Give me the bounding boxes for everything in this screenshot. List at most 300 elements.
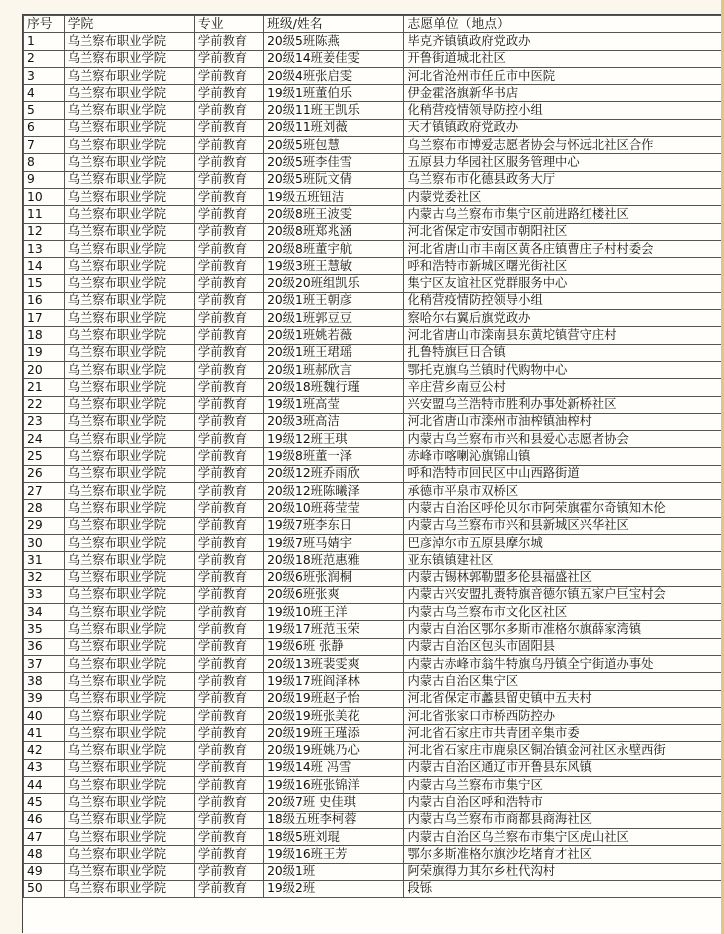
major-cell[interactable]: 学前教育 [194,500,263,517]
header-cell-class-name[interactable]: 班级/姓名 [264,16,404,33]
table-row [24,448,724,465]
college-cell[interactable]: 乌兰察布职业学院 [64,638,194,655]
index-cell[interactable]: 34 [24,604,65,621]
table-row [24,655,724,672]
table-row [24,327,724,344]
major-cell[interactable]: 学前教育 [194,534,263,551]
class-name-cell[interactable]: 19级3班王慧敏 [264,258,404,275]
college-cell[interactable]: 乌兰察布职业学院 [64,517,194,534]
major-cell[interactable]: 学前教育 [194,275,263,292]
volunteer-unit-cell[interactable]: 内蒙古自治区乌兰察布市集宁区虎山社区 [404,828,724,845]
table-row [24,811,724,828]
volunteer-table [23,15,724,898]
class-name-cell[interactable]: 20级19班王瑾添 [264,725,404,742]
class-name-cell[interactable]: 20级7班 史佳琪 [264,794,404,811]
class-name-cell[interactable]: 19级16班王芳 [264,846,404,863]
table-row [24,777,724,794]
college-cell[interactable]: 乌兰察布职业学院 [64,534,194,551]
class-name-cell[interactable]: 19级8班董一泽 [264,448,404,465]
college-cell[interactable]: 乌兰察布职业学院 [64,690,194,707]
table-row [24,621,724,638]
college-cell[interactable]: 乌兰察布职业学院 [64,742,194,759]
major-cell[interactable]: 学前教育 [194,154,263,171]
index-cell[interactable]: 32 [24,569,65,586]
index-cell[interactable]: 16 [24,292,65,309]
college-cell[interactable]: 乌兰察布职业学院 [64,188,194,205]
college-cell[interactable]: 乌兰察布职业学院 [64,725,194,742]
index-cell[interactable]: 6 [24,119,65,136]
index-cell[interactable]: 41 [24,725,65,742]
major-cell[interactable]: 学前教育 [194,621,263,638]
major-cell[interactable]: 学前教育 [194,396,263,413]
major-cell[interactable]: 学前教育 [194,292,263,309]
class-name-cell[interactable]: 20级5班李佳雪 [264,154,404,171]
table-row [24,292,724,309]
major-cell[interactable]: 学前教育 [194,742,263,759]
volunteer-unit-cell[interactable]: 天才镇镇政府党政办 [404,119,724,136]
major-cell[interactable]: 学前教育 [194,431,263,448]
class-name-cell[interactable]: 20级5班包慧 [264,137,404,154]
index-cell[interactable]: 46 [24,811,65,828]
volunteer-unit-cell[interactable]: 察哈尔右翼后旗党政办 [404,310,724,327]
major-cell[interactable]: 学前教育 [194,85,263,102]
volunteer-unit-cell[interactable]: 伊金霍洛旗新华书店 [404,85,724,102]
volunteer-unit-cell[interactable]: 内蒙古自治区呼和浩特市 [404,794,724,811]
major-cell[interactable]: 学前教育 [194,137,263,154]
college-cell[interactable]: 乌兰察布职业学院 [64,777,194,794]
volunteer-unit-cell[interactable]: 化稍营疫情防控领导小组 [404,292,724,309]
class-name-cell[interactable]: 20级11班王凯乐 [264,102,404,119]
volunteer-unit-cell[interactable]: 化稍营疫情领导防控小组 [404,102,724,119]
major-cell[interactable]: 学前教育 [194,50,263,67]
volunteer-unit-cell[interactable]: 河北省保定市蠡县留史镇中五夫村 [404,690,724,707]
college-cell[interactable]: 乌兰察布职业学院 [64,655,194,672]
major-cell[interactable]: 学前教育 [194,240,263,257]
volunteer-unit-cell[interactable]: 内蒙古兴安盟扎赉特旗音德尔镇五家户巨宝村会 [404,586,724,603]
major-cell[interactable]: 学前教育 [194,759,263,776]
major-cell[interactable]: 学前教育 [194,310,263,327]
major-cell[interactable]: 学前教育 [194,483,263,500]
volunteer-unit-cell[interactable]: 集宁区友谊社区党群服务中心 [404,275,724,292]
index-cell[interactable]: 13 [24,240,65,257]
college-cell[interactable]: 乌兰察布职业学院 [64,759,194,776]
major-cell[interactable]: 学前教育 [194,206,263,223]
class-name-cell[interactable]: 19级7班李东日 [264,517,404,534]
major-cell[interactable]: 学前教育 [194,361,263,378]
table-row [24,85,724,102]
table-row [24,154,724,171]
volunteer-unit-cell[interactable]: 内蒙古乌兰察布市文化区社区 [404,604,724,621]
volunteer-unit-cell[interactable]: 内蒙古自治区集宁区 [404,673,724,690]
index-cell[interactable]: 1 [24,33,65,50]
class-name-cell[interactable]: 20级1班 [264,863,404,880]
index-cell[interactable]: 48 [24,846,65,863]
volunteer-unit-cell[interactable]: 承德市平泉市双桥区 [404,483,724,500]
index-cell[interactable]: 28 [24,500,65,517]
table-row [24,396,724,413]
college-cell[interactable]: 乌兰察布职业学院 [64,50,194,67]
major-cell[interactable]: 学前教育 [194,880,263,897]
college-cell[interactable]: 乌兰察布职业学院 [64,880,194,897]
table-row [24,258,724,275]
index-cell[interactable]: 29 [24,517,65,534]
class-name-cell[interactable]: 19级16班张锦洋 [264,777,404,794]
college-cell[interactable]: 乌兰察布职业学院 [64,275,194,292]
index-cell[interactable]: 36 [24,638,65,655]
table-row [24,137,724,154]
index-cell[interactable]: 11 [24,206,65,223]
table-row [24,846,724,863]
volunteer-unit-cell[interactable]: 阿荣旗得力其尔乡杜代沟村 [404,863,724,880]
college-cell[interactable]: 乌兰察布职业学院 [64,137,194,154]
index-cell[interactable]: 30 [24,534,65,551]
index-cell[interactable]: 5 [24,102,65,119]
table-row [24,534,724,551]
class-name-cell[interactable]: 20级12班陈曦泽 [264,483,404,500]
volunteer-unit-cell[interactable]: 亚东镇镇建社区 [404,552,724,569]
class-name-cell[interactable]: 20级12班乔雨欣 [264,465,404,482]
volunteer-unit-cell[interactable]: 河北省唐山市丰南区黄各庄镇曹庄子村村委会 [404,240,724,257]
college-cell[interactable]: 乌兰察布职业学院 [64,85,194,102]
index-cell[interactable]: 15 [24,275,65,292]
class-name-cell[interactable]: 19级6班 张静 [264,638,404,655]
major-cell[interactable]: 学前教育 [194,102,263,119]
index-cell[interactable]: 44 [24,777,65,794]
class-name-cell[interactable]: 20级6班张润桐 [264,569,404,586]
major-cell[interactable]: 学前教育 [194,465,263,482]
class-name-cell[interactable]: 19级12班王琪 [264,431,404,448]
table-row [24,413,724,430]
college-cell[interactable]: 乌兰察布职业学院 [64,465,194,482]
header-cell-college[interactable]: 学院 [64,16,194,33]
table-row [24,828,724,845]
major-cell[interactable]: 学前教育 [194,638,263,655]
index-cell[interactable]: 38 [24,673,65,690]
major-cell[interactable]: 学前教育 [194,707,263,724]
table-row [24,33,724,50]
header-cell-volunteer-unit[interactable]: 志愿单位（地点） [404,16,724,33]
volunteer-unit-cell[interactable]: 鄂托克旗乌兰镇时代购物中心 [404,361,724,378]
class-name-cell[interactable]: 20级8班郑兆涵 [264,223,404,240]
class-name-cell[interactable]: 20级4班张启雯 [264,67,404,84]
college-cell[interactable]: 乌兰察布职业学院 [64,673,194,690]
header-cell-major[interactable]: 专业 [194,16,263,33]
class-name-cell[interactable]: 20级8班董宇航 [264,240,404,257]
class-name-cell[interactable]: 19级17班范玉荣 [264,621,404,638]
table-row [24,500,724,517]
major-cell[interactable]: 学前教育 [194,655,263,672]
college-cell[interactable]: 乌兰察布职业学院 [64,413,194,430]
volunteer-unit-cell[interactable]: 内蒙古乌兰察布市商都县商海社区 [404,811,724,828]
major-cell[interactable]: 学前教育 [194,828,263,845]
class-name-cell[interactable]: 20级19班赵子怡 [264,690,404,707]
index-cell[interactable]: 2 [24,50,65,67]
major-cell[interactable]: 学前教育 [194,188,263,205]
class-name-cell[interactable]: 19级10班王洋 [264,604,404,621]
index-cell[interactable]: 10 [24,188,65,205]
college-cell[interactable]: 乌兰察布职业学院 [64,102,194,119]
volunteer-unit-cell[interactable]: 乌兰察布市博爱志愿者协会与怀远北社区合作 [404,137,724,154]
major-cell[interactable]: 学前教育 [194,33,263,50]
college-cell[interactable]: 乌兰察布职业学院 [64,33,194,50]
table-row [24,552,724,569]
volunteer-unit-cell[interactable]: 内蒙古赤峰市翁牛特旗乌丹镇全宁街道办事处 [404,655,724,672]
volunteer-unit-cell[interactable]: 内蒙古锡林郭勒盟多伦县福盛社区 [404,569,724,586]
index-cell[interactable]: 27 [24,483,65,500]
volunteer-unit-cell[interactable]: 呼和浩特市回民区中山西路街道 [404,465,724,482]
college-cell[interactable]: 乌兰察布职业学院 [64,448,194,465]
table-row [24,223,724,240]
table-row [24,707,724,724]
table-row [24,517,724,534]
class-name-cell[interactable]: 19级1班高莹 [264,396,404,413]
college-cell[interactable]: 乌兰察布职业学院 [64,292,194,309]
college-cell[interactable]: 乌兰察布职业学院 [64,569,194,586]
major-cell[interactable]: 学前教育 [194,413,263,430]
college-cell[interactable]: 乌兰察布职业学院 [64,154,194,171]
volunteer-unit-cell[interactable]: 内蒙古乌兰察布市集宁区前进路红楼社区 [404,206,724,223]
class-name-cell[interactable]: 20级1班王珺瑶 [264,344,404,361]
volunteer-table-sheet [22,14,724,933]
volunteer-unit-cell[interactable]: 内蒙古自治区通辽市开鲁县东风镇 [404,759,724,776]
index-cell[interactable]: 21 [24,379,65,396]
major-cell[interactable]: 学前教育 [194,846,263,863]
table-row [24,67,724,84]
class-name-cell[interactable]: 20级8班王波雯 [264,206,404,223]
table-row [24,50,724,67]
index-cell[interactable]: 14 [24,258,65,275]
volunteer-unit-cell[interactable]: 毕克齐镇镇政府党政办 [404,33,724,50]
college-cell[interactable]: 乌兰察布职业学院 [64,552,194,569]
major-cell[interactable]: 学前教育 [194,379,263,396]
major-cell[interactable]: 学前教育 [194,725,263,742]
volunteer-unit-cell[interactable]: 河北省石家庄市鹿泉区铜冶镇金河社区永壁西街 [404,742,724,759]
index-cell[interactable]: 18 [24,327,65,344]
volunteer-unit-cell[interactable]: 内蒙古乌兰察布市兴和县爱心志愿者协会 [404,431,724,448]
class-name-cell[interactable]: 20级1班郭豆豆 [264,310,404,327]
index-cell[interactable]: 40 [24,707,65,724]
major-cell[interactable]: 学前教育 [194,344,263,361]
college-cell[interactable]: 乌兰察布职业学院 [64,621,194,638]
index-cell[interactable]: 37 [24,655,65,672]
major-cell[interactable]: 学前教育 [194,67,263,84]
volunteer-unit-cell[interactable]: 河北省张家口市桥西防控办 [404,707,724,724]
major-cell[interactable]: 学前教育 [194,327,263,344]
volunteer-unit-cell[interactable]: 河北省沧州市任丘市中医院 [404,67,724,84]
volunteer-unit-cell[interactable]: 内蒙古自治区鄂尔多斯市准格尔旗薛家湾镇 [404,621,724,638]
volunteer-unit-cell[interactable]: 段铄 [404,880,724,897]
class-name-cell[interactable]: 20级19班张美花 [264,707,404,724]
volunteer-unit-cell[interactable]: 鄂尔多斯准格尔旗沙圪堵育才社区 [404,846,724,863]
index-cell[interactable]: 22 [24,396,65,413]
volunteer-unit-cell[interactable]: 兴安盟乌兰浩特市胜利办事处新桥社区 [404,396,724,413]
index-cell[interactable]: 35 [24,621,65,638]
table-row [24,310,724,327]
volunteer-unit-cell[interactable]: 扎鲁特旗巨日合镇 [404,344,724,361]
class-name-cell[interactable]: 19级7班马婧宇 [264,534,404,551]
header-cell-index[interactable]: 序号 [24,16,65,33]
class-name-cell[interactable]: 20级1班王朝彦 [264,292,404,309]
major-cell[interactable]: 学前教育 [194,777,263,794]
college-cell[interactable]: 乌兰察布职业学院 [64,396,194,413]
major-cell[interactable]: 学前教育 [194,586,263,603]
major-cell[interactable]: 学前教育 [194,171,263,188]
volunteer-unit-cell[interactable]: 呼和浩特市新城区曙光街社区 [404,258,724,275]
table-row [24,569,724,586]
table-row [24,673,724,690]
index-cell[interactable]: 39 [24,690,65,707]
volunteer-unit-cell[interactable]: 五原县力华园社区服务管理中心 [404,154,724,171]
major-cell[interactable]: 学前教育 [194,223,263,240]
class-name-cell[interactable]: 19级五班钮洁 [264,188,404,205]
volunteer-unit-cell[interactable]: 辛庄营乡南豆公村 [404,379,724,396]
class-name-cell[interactable]: 20级1班姚若薇 [264,327,404,344]
class-name-cell[interactable]: 18级5班刘琨 [264,828,404,845]
index-cell[interactable]: 43 [24,759,65,776]
college-cell[interactable]: 乌兰察布职业学院 [64,604,194,621]
college-cell[interactable]: 乌兰察布职业学院 [64,119,194,136]
class-name-cell[interactable]: 18级五班李柯蓉 [264,811,404,828]
college-cell[interactable]: 乌兰察布职业学院 [64,863,194,880]
table-row [24,188,724,205]
table-row [24,102,724,119]
major-cell[interactable]: 学前教育 [194,119,263,136]
volunteer-unit-cell[interactable]: 赤峰市喀喇沁旗锦山镇 [404,448,724,465]
college-cell[interactable]: 乌兰察布职业学院 [64,361,194,378]
table-row [24,483,724,500]
class-name-cell[interactable]: 20级6班张爽 [264,586,404,603]
volunteer-unit-cell[interactable]: 开鲁街道城北社区 [404,50,724,67]
major-cell[interactable]: 学前教育 [194,552,263,569]
college-cell[interactable]: 乌兰察布职业学院 [64,310,194,327]
volunteer-unit-cell[interactable]: 内蒙党委社区 [404,188,724,205]
college-cell[interactable]: 乌兰察布职业学院 [64,206,194,223]
volunteer-unit-cell[interactable]: 内蒙古乌兰察布市集宁区 [404,777,724,794]
major-cell[interactable]: 学前教育 [194,258,263,275]
table-row [24,759,724,776]
index-cell[interactable]: 17 [24,310,65,327]
class-name-cell[interactable]: 20级18班范惠雅 [264,552,404,569]
index-cell[interactable]: 47 [24,828,65,845]
volunteer-unit-cell[interactable]: 内蒙古自治区包头市固阳县 [404,638,724,655]
index-cell[interactable]: 12 [24,223,65,240]
college-cell[interactable]: 乌兰察布职业学院 [64,344,194,361]
college-cell[interactable]: 乌兰察布职业学院 [64,223,194,240]
index-cell[interactable]: 49 [24,863,65,880]
index-cell[interactable]: 4 [24,85,65,102]
college-cell[interactable]: 乌兰察布职业学院 [64,794,194,811]
major-cell[interactable]: 学前教育 [194,673,263,690]
table-row [24,344,724,361]
index-cell[interactable]: 9 [24,171,65,188]
volunteer-unit-cell[interactable]: 内蒙古乌兰察布市兴和县新城区兴华社区 [404,517,724,534]
college-cell[interactable]: 乌兰察布职业学院 [64,379,194,396]
college-cell[interactable]: 乌兰察布职业学院 [64,846,194,863]
class-name-cell[interactable]: 20级20班组凯乐 [264,275,404,292]
index-cell[interactable]: 31 [24,552,65,569]
index-cell[interactable]: 45 [24,794,65,811]
class-name-cell[interactable]: 19级1班董伯乐 [264,85,404,102]
index-cell[interactable]: 20 [24,361,65,378]
college-cell[interactable]: 乌兰察布职业学院 [64,240,194,257]
major-cell[interactable]: 学前教育 [194,863,263,880]
college-cell[interactable]: 乌兰察布职业学院 [64,707,194,724]
index-cell[interactable]: 26 [24,465,65,482]
class-name-cell[interactable]: 20级3班高洁 [264,413,404,430]
college-cell[interactable]: 乌兰察布职业学院 [64,586,194,603]
table-row [24,638,724,655]
volunteer-unit-cell[interactable]: 河北省保定市安国市朝阳社区 [404,223,724,240]
table-row [24,275,724,292]
volunteer-unit-cell[interactable]: 河北省唐山市滦南县东黄坨镇营守庄村 [404,327,724,344]
college-cell[interactable]: 乌兰察布职业学院 [64,67,194,84]
table-row [24,690,724,707]
class-name-cell[interactable]: 20级13班裴雯爽 [264,655,404,672]
college-cell[interactable]: 乌兰察布职业学院 [64,500,194,517]
volunteer-unit-cell[interactable]: 内蒙古自治区呼伦贝尔市阿荣旗霍尔奇镇知木伦 [404,500,724,517]
table-row [24,431,724,448]
major-cell[interactable]: 学前教育 [194,569,263,586]
table-row [24,725,724,742]
college-cell[interactable]: 乌兰察布职业学院 [64,327,194,344]
index-cell[interactable]: 25 [24,448,65,465]
table-row [24,465,724,482]
volunteer-unit-cell[interactable]: 河北省石家庄市共青团辛集市委 [404,725,724,742]
index-cell[interactable]: 42 [24,742,65,759]
major-cell[interactable]: 学前教育 [194,690,263,707]
class-name-cell[interactable]: 19级2班 [264,880,404,897]
class-name-cell[interactable]: 20级18班魏行瑾 [264,379,404,396]
college-cell[interactable]: 乌兰察布职业学院 [64,171,194,188]
table-row [24,586,724,603]
index-cell[interactable]: 50 [24,880,65,897]
class-name-cell[interactable]: 20级19班姚乃心 [264,742,404,759]
class-name-cell[interactable]: 20级5班阮文倩 [264,171,404,188]
major-cell[interactable]: 学前教育 [194,517,263,534]
class-name-cell[interactable]: 19级17班阎泽林 [264,673,404,690]
table-row [24,206,724,223]
volunteer-unit-cell[interactable]: 河北省唐山市滦州市油榨镇油榨村 [404,413,724,430]
class-name-cell[interactable]: 20级1班郝欣言 [264,361,404,378]
table-row [24,379,724,396]
class-name-cell[interactable]: 20级10班蒋莹莹 [264,500,404,517]
index-cell[interactable]: 33 [24,586,65,603]
class-name-cell[interactable]: 20级11班刘薇 [264,119,404,136]
volunteer-unit-cell[interactable]: 巴彦淖尔市五原县摩尔城 [404,534,724,551]
college-cell[interactable]: 乌兰察布职业学院 [64,483,194,500]
index-cell[interactable]: 23 [24,413,65,430]
volunteer-unit-cell[interactable]: 乌兰察布市化德县政务大厅 [404,171,724,188]
index-cell[interactable]: 8 [24,154,65,171]
major-cell[interactable]: 学前教育 [194,811,263,828]
class-name-cell[interactable]: 20级5班陈燕 [264,33,404,50]
index-cell[interactable]: 24 [24,431,65,448]
college-cell[interactable]: 乌兰察布职业学院 [64,811,194,828]
class-name-cell[interactable]: 19级14班 冯雪 [264,759,404,776]
college-cell[interactable]: 乌兰察布职业学院 [64,828,194,845]
major-cell[interactable]: 学前教育 [194,794,263,811]
major-cell[interactable]: 学前教育 [194,604,263,621]
table-header-row [24,16,724,33]
table-row [24,119,724,136]
index-cell[interactable]: 19 [24,344,65,361]
college-cell[interactable]: 乌兰察布职业学院 [64,258,194,275]
index-cell[interactable]: 7 [24,137,65,154]
index-cell[interactable]: 3 [24,67,65,84]
college-cell[interactable]: 乌兰察布职业学院 [64,431,194,448]
major-cell[interactable]: 学前教育 [194,448,263,465]
class-name-cell[interactable]: 20级14班姜佳雯 [264,50,404,67]
